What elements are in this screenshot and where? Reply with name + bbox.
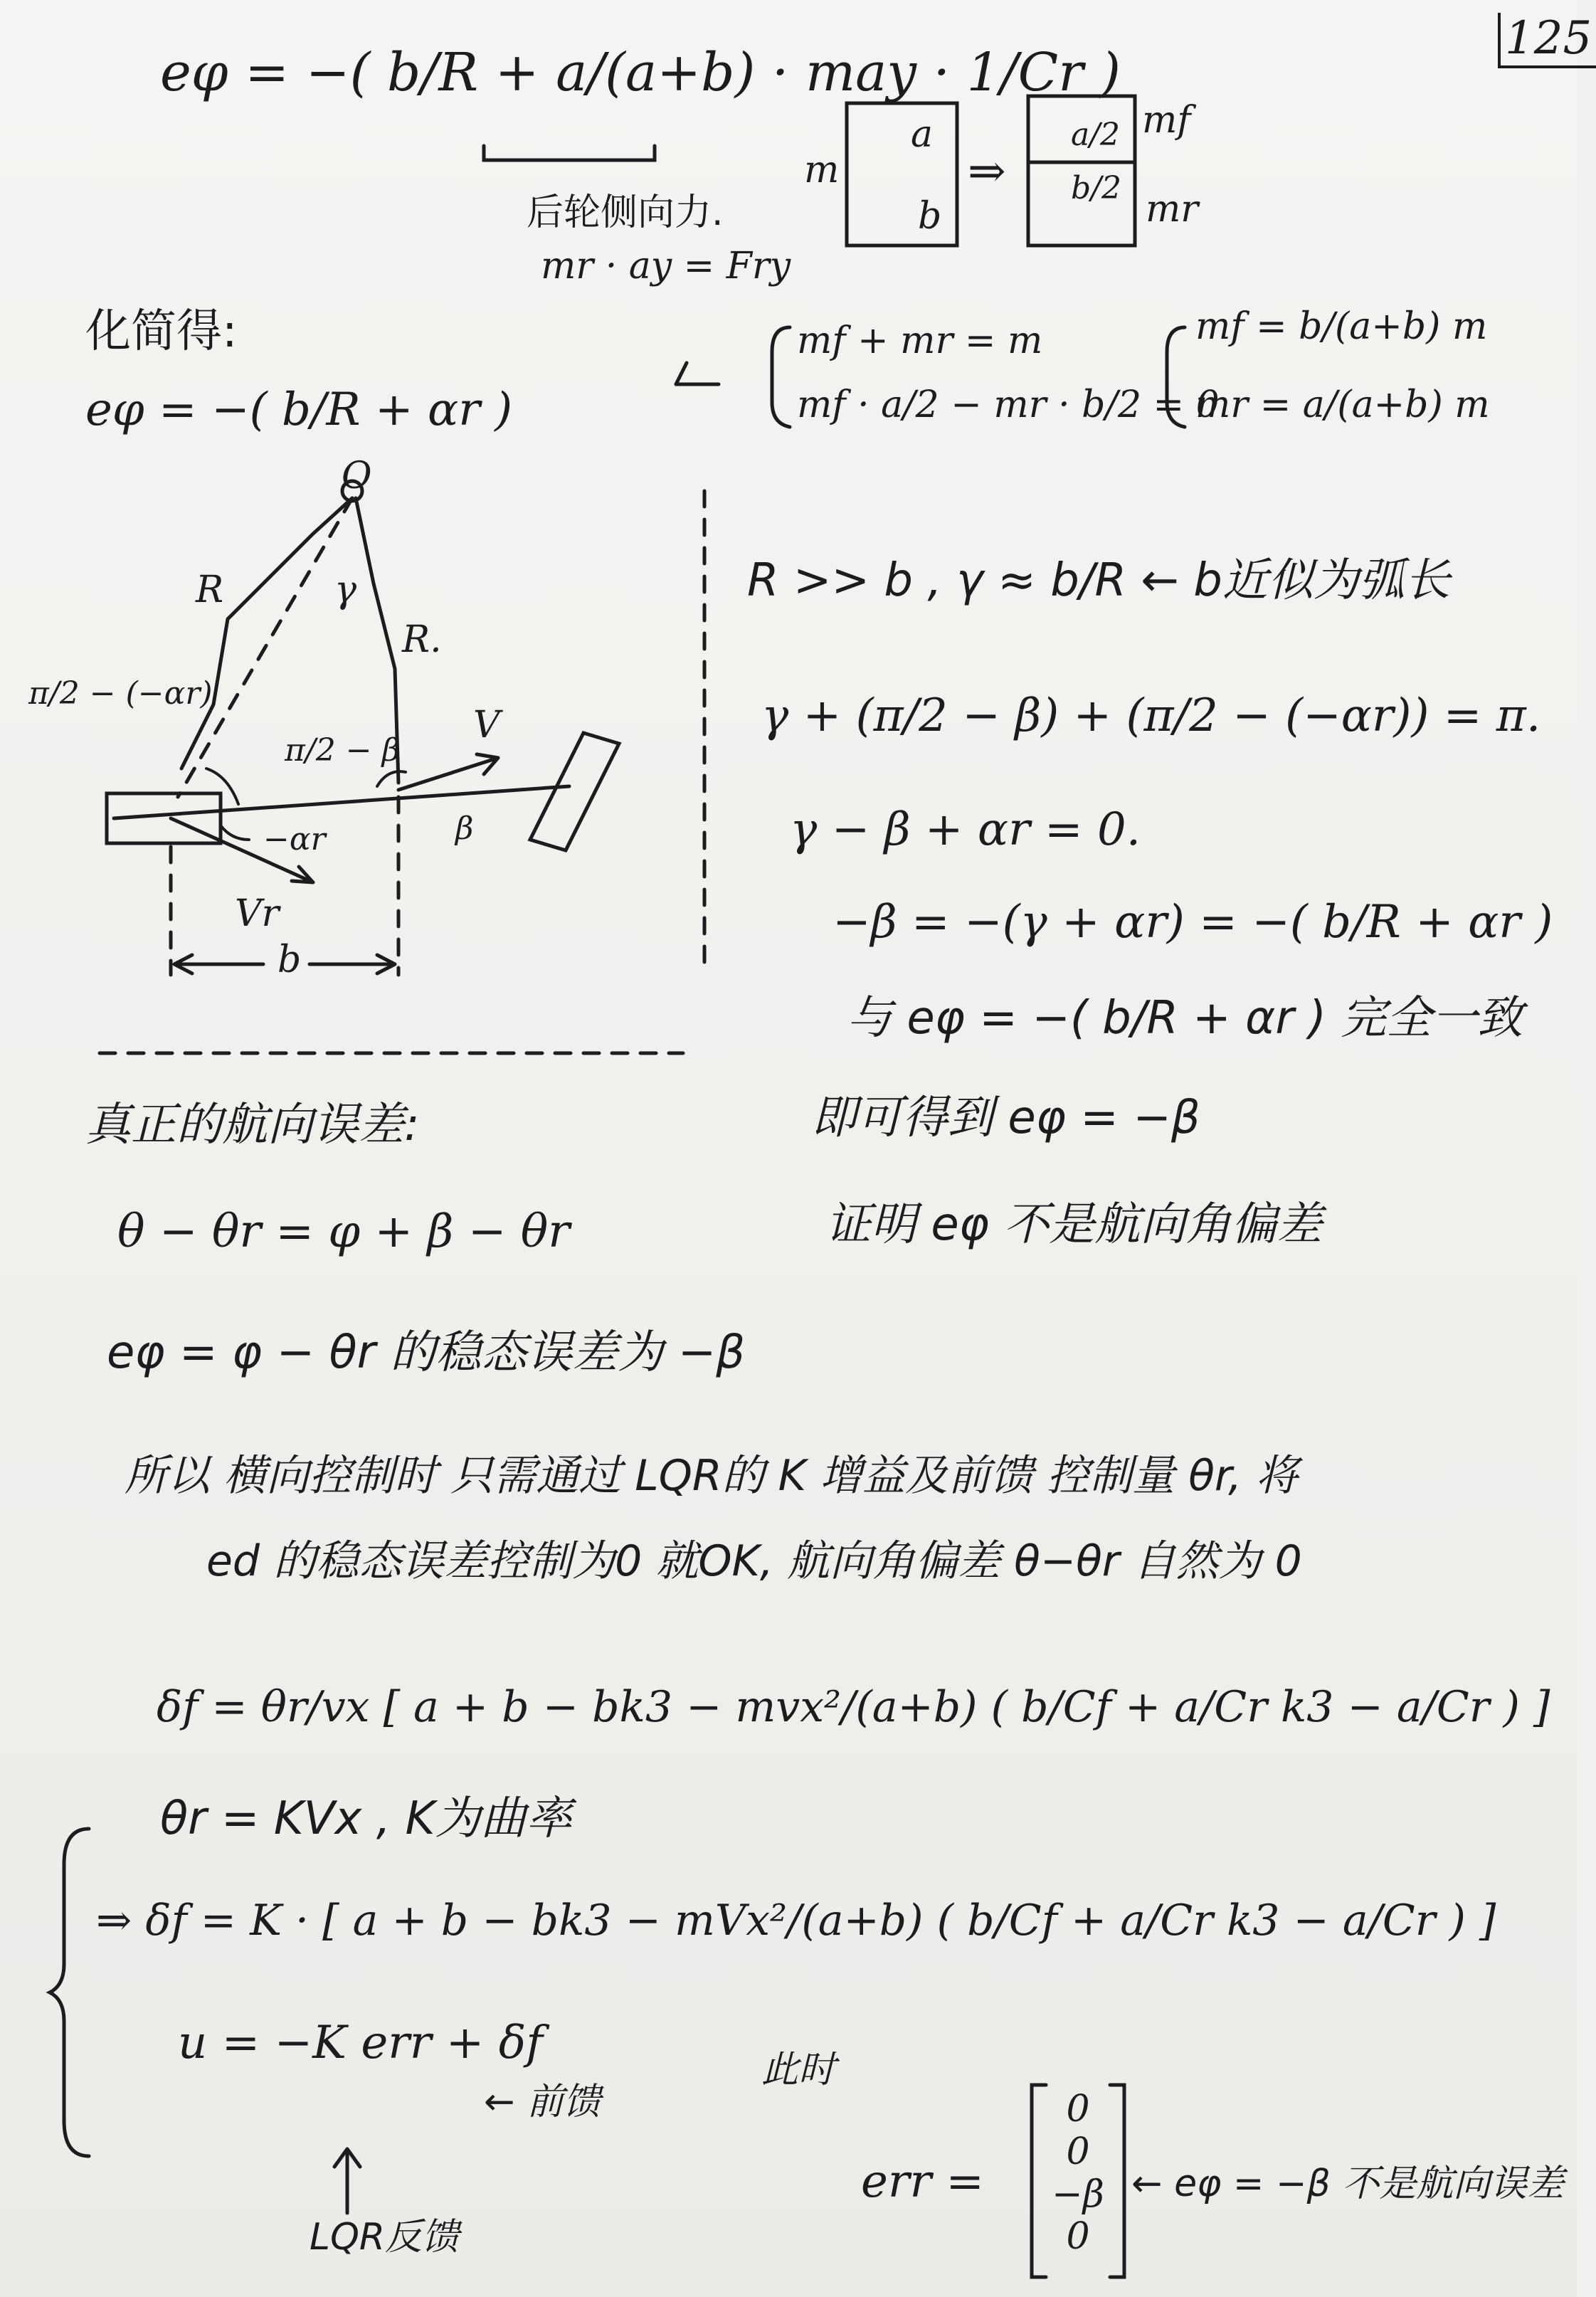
- mass-arrow: ⇒: [968, 145, 1006, 198]
- diagram-neg-alpha: −αr: [263, 821, 326, 857]
- mass-result-mf: mf = b/(a+b) m: [1195, 305, 1488, 348]
- feedforward-eq1: δf = θr/vx [ a + b − bk3 − mvx²/(a+b) ( b/Cf + a/Cr k3 − a/Cr ) ]: [157, 1682, 1550, 1732]
- mr-label: mr: [1146, 188, 1199, 231]
- diagram-left-angle: π/2 − (−αr): [28, 675, 213, 712]
- err-vector-entry: 0: [1066, 2215, 1090, 2259]
- dim-arrow-left: [174, 955, 263, 973]
- diagram-o-label: O: [342, 455, 372, 497]
- err-vector-entry: −β: [1052, 2172, 1104, 2216]
- feedforward-eq4: u = −K err + δf: [178, 2017, 543, 2069]
- radius-left: [181, 498, 352, 769]
- vector-bracket-right: [1110, 2085, 1124, 2277]
- angle-arc-alpha: [221, 825, 249, 840]
- diagram-b-dim: b: [278, 939, 302, 981]
- true-heading-eq1: θ − θr = φ + β − θr: [117, 1205, 570, 1258]
- err-vector: [1046, 2089, 1110, 2259]
- underbrace-label: 后轮侧向力.: [527, 191, 724, 234]
- derivation-line-1: R >> b , γ ≈ b/R ← b近似为弧长: [747, 554, 1450, 607]
- dim-arrow-right: [310, 955, 395, 973]
- diagram-mid-angle: π/2 − β: [285, 732, 401, 769]
- vector-bracket-left: [1032, 2085, 1046, 2277]
- diagram-r-right: R.: [402, 618, 442, 661]
- lqr-feedback-label: LQR反馈: [310, 2216, 460, 2259]
- vehicle-axis: [114, 786, 569, 818]
- paragraph-line-2: ed 的稳态误差控制为0 就OK, 航向角偏差 θ−θr 自然为 0: [206, 1536, 1302, 1586]
- box-top-label: a/2: [1071, 117, 1121, 153]
- derivation-line-3: γ − β + αr = 0.: [790, 803, 1141, 856]
- diagram-beta: β: [455, 810, 474, 847]
- velocity-v-arrow: [398, 754, 498, 790]
- err-note: ← eφ = −β 不是航向误差: [1131, 2163, 1565, 2205]
- derivation-line-6: 即可得到 eφ = −β: [811, 1092, 1200, 1144]
- mass-b-label: b: [918, 195, 942, 238]
- mass-eq2: mf · a/2 − mr · b/2 = 0: [797, 384, 1220, 426]
- at-this-time-label: 此时: [761, 2049, 836, 2091]
- err-label: err =: [861, 2155, 985, 2208]
- mass-m-label: m: [804, 149, 840, 191]
- mass-a-label: a: [911, 113, 934, 156]
- diagram-v-label: V: [473, 704, 500, 746]
- system-brace-left: [772, 327, 790, 427]
- heading-error-formula: eφ = −( b/R + a/(a+b) · may · 1/Cr ): [160, 42, 1121, 103]
- angle-arc-mid: [377, 771, 406, 786]
- derivation-line-4: −β = −(γ + αr) = −( b/R + αr ): [833, 896, 1553, 949]
- err-vector-entry: 0: [1066, 2088, 1090, 2130]
- derivation-line-7: 证明 eφ 不是航向角偏差: [825, 1198, 1323, 1251]
- diagram-r-left: R: [196, 569, 224, 611]
- diagram-vr: Vr: [235, 892, 280, 935]
- derivation-line-2: γ + (π/2 − β) + (π/2 − (−αr)) = π.: [761, 690, 1541, 742]
- simplified-title: 化简得:: [85, 305, 238, 358]
- true-heading-title: 真正的航向误差:: [85, 1099, 420, 1151]
- feedforward-eq3: ⇒ δf = K · [ a + b − bk3 − mVx²/(a+b) ( b/Cf + a/Cr k3 − a/Cr ) ]: [96, 1896, 1496, 1945]
- paragraph-line-1: 所以 横向控制时 只需通过 LQR的 K 增益及前馈 控制量 θr, 将: [125, 1451, 1299, 1501]
- arrow-hook: [676, 363, 719, 384]
- mass-result-mr: mr = a/(a+b) m: [1195, 384, 1490, 426]
- front-wheel: [530, 733, 619, 850]
- true-heading-eq2: eφ = φ − θr 的稳态误差为 −β: [107, 1326, 746, 1379]
- feedforward-eq2: θr = KVx , K为曲率: [160, 1792, 572, 1845]
- simplified-formula: eφ = −( b/R + αr ): [85, 384, 513, 436]
- box-bottom-label: b/2: [1071, 170, 1121, 206]
- feedforward-brace: [50, 1829, 89, 2156]
- lqr-arrow: [334, 2149, 360, 2213]
- page-number: 125: [1498, 13, 1596, 68]
- derivation-line-5: 与 eφ = −( b/R + αr ) 完全一致: [847, 992, 1523, 1045]
- underbrace-line: [484, 146, 655, 160]
- mf-label: mf: [1142, 99, 1191, 142]
- diagram-gamma: γ: [334, 569, 357, 611]
- feedforward-label: ← 前馈: [484, 2081, 601, 2123]
- err-vector-entry: 0: [1066, 2130, 1090, 2173]
- mass-eq1: mf + mr = m: [797, 320, 1043, 362]
- underbrace-equation: mr · ay = Fry: [541, 245, 791, 287]
